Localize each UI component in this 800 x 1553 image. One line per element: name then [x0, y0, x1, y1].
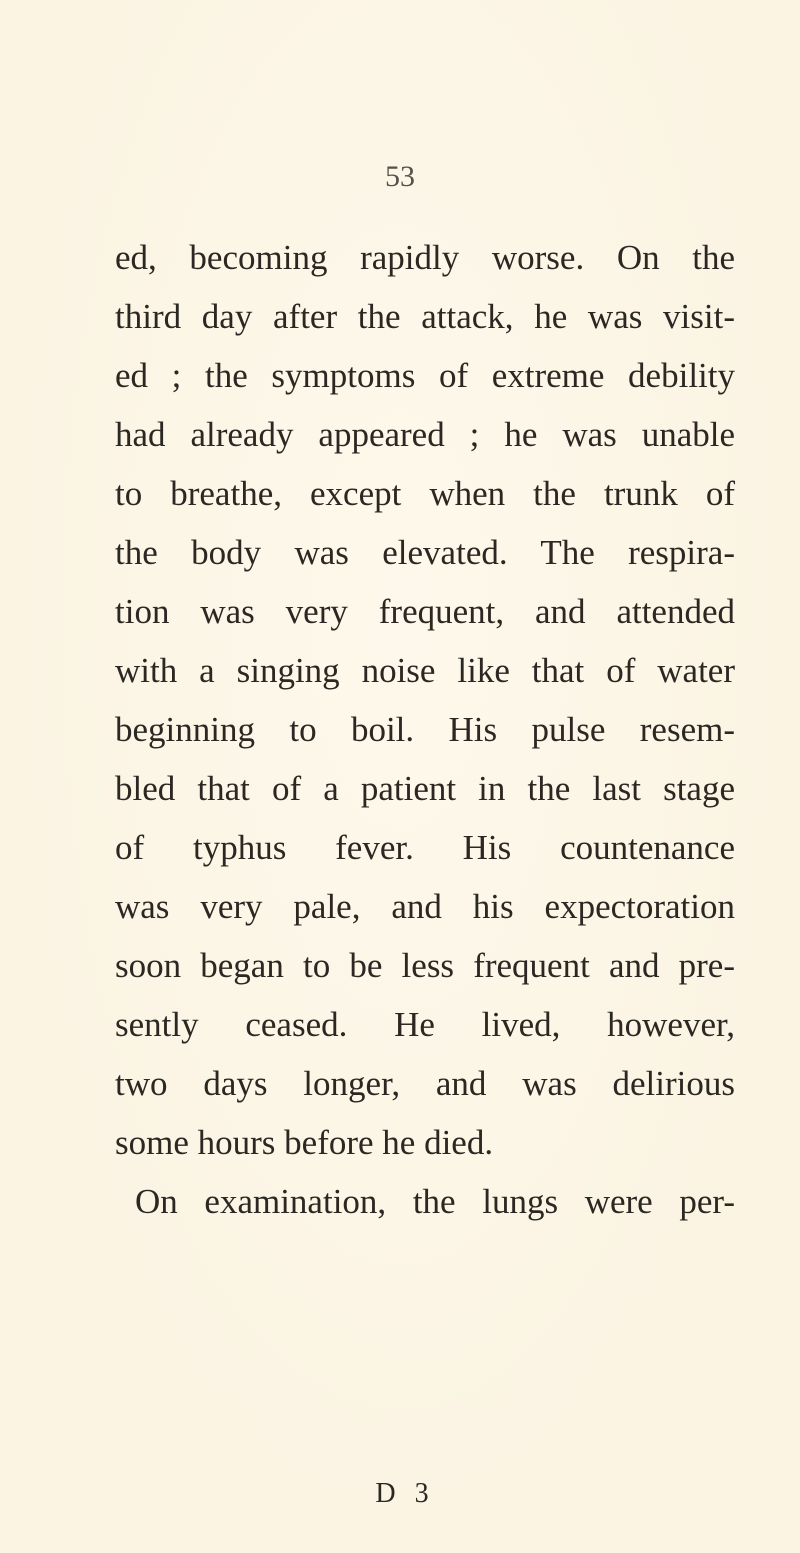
- text-line: third day after the attack, he was visit-: [115, 297, 735, 336]
- body-text: [115, 228, 735, 1231]
- text-line: beginning to boil. His pulse resem-: [115, 710, 735, 749]
- text-line: two days longer, and was delirious: [115, 1064, 735, 1103]
- signature-mark: D 3: [375, 1478, 435, 1509]
- text-line: tion was very frequent, and attended: [115, 592, 735, 631]
- text-line: the body was elevated. The respira-: [115, 533, 735, 572]
- text-line: On examination, the lungs were per-: [135, 1182, 735, 1221]
- page-number: 53: [385, 160, 415, 193]
- text-line: to breathe, except when the trunk of: [115, 474, 735, 513]
- text-line: had already appeared ; he was unable: [115, 415, 735, 454]
- text-line: of typhus fever. His countenance: [115, 828, 735, 867]
- text-line: ed ; the symptoms of extreme debility: [115, 356, 735, 395]
- text-line: some hours before he died.: [115, 1123, 494, 1162]
- text-line: soon began to be less frequent and pre-: [115, 946, 735, 985]
- text-line: ed, becoming rapidly worse. On the: [115, 238, 735, 277]
- text-line: was very pale, and his expectoration: [115, 887, 735, 926]
- text-line: sently ceased. He lived, however,: [115, 1005, 735, 1044]
- text-line: with a singing noise like that of water: [115, 651, 735, 690]
- text-line: bled that of a patient in the last stage: [115, 769, 735, 808]
